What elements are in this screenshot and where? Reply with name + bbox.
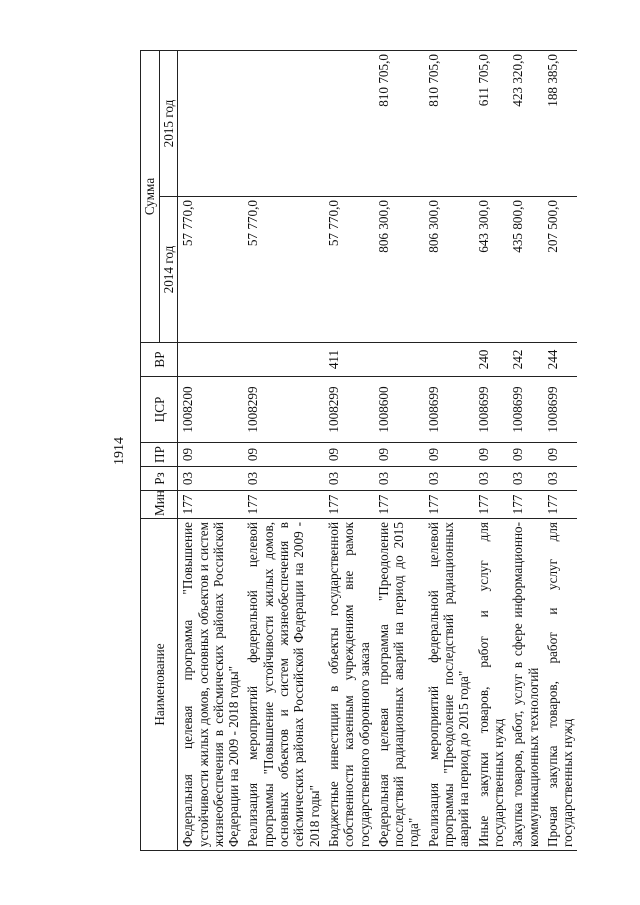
- row-2015: 188 385,0: [543, 51, 578, 197]
- table-row: [543, 51, 578, 851]
- row-name: Бюджетные инвестиции в объекты государственной собственности казенным учреждениям вне рамок государственного оборонного заказа: [324, 519, 374, 851]
- row-name: Иные закупки товаров, работ и услуг для государственных нужд: [474, 519, 509, 851]
- row-rz: 03: [543, 467, 578, 491]
- row-pr: 09: [543, 443, 578, 467]
- row-csr: 1008200: [178, 377, 244, 443]
- row-vr: 242: [508, 343, 543, 377]
- row-2014: 806 300,0: [424, 197, 474, 343]
- row-min: 177: [508, 491, 543, 519]
- row-name: Реализация мероприятий федеральной целевой программы "Преодоление последствий радиационных аварий на период до 2015 года": [424, 519, 474, 851]
- row-pr: 09: [424, 443, 474, 467]
- row-2015: 611 705,0: [474, 51, 509, 197]
- row-2014: 207 500,0: [543, 197, 578, 343]
- row-min: 177: [324, 491, 374, 519]
- table-row: [424, 51, 474, 851]
- row-pr: 09: [508, 443, 543, 467]
- row-2015: 810 705,0: [424, 51, 474, 197]
- row-2014: 57 770,0: [178, 197, 244, 343]
- row-pr: 09: [178, 443, 244, 467]
- row-rz: 03: [243, 467, 323, 491]
- table-row: [324, 51, 374, 851]
- row-csr: 1008699: [474, 377, 509, 443]
- row-vr: 411: [324, 343, 374, 377]
- row-csr: 1008699: [424, 377, 474, 443]
- header-2015: 2015 год: [160, 51, 178, 197]
- row-csr: 1008299: [243, 377, 323, 443]
- row-csr: 1008699: [508, 377, 543, 443]
- header-vr: ВР: [141, 343, 178, 377]
- row-min: 177: [543, 491, 578, 519]
- row-csr: 1008299: [324, 377, 374, 443]
- row-name: Реализация мероприятий федеральной целевой программы "Повышение устойчивости жилых домов, основных объектов и систем жизнеобеспечения в сейсмических районах Российской Федерации на 2009 - 2018 годы": [243, 519, 323, 851]
- row-2015: [178, 51, 244, 197]
- row-pr: 09: [324, 443, 374, 467]
- row-pr: 09: [374, 443, 424, 467]
- row-2014: 435 800,0: [508, 197, 543, 343]
- table-row: [374, 51, 424, 851]
- row-2015: [324, 51, 374, 197]
- rotated-page: [106, 51, 576, 851]
- row-vr: 240: [474, 343, 509, 377]
- row-min: 177: [474, 491, 509, 519]
- header-2014: 2014 год: [160, 197, 178, 343]
- row-rz: 03: [508, 467, 543, 491]
- row-pr: 09: [243, 443, 323, 467]
- row-rz: 03: [178, 467, 244, 491]
- row-csr: 1008600: [374, 377, 424, 443]
- row-vr: [178, 343, 244, 377]
- row-name: Прочая закупка товаров, работ и услуг для государственных нужд: [543, 519, 578, 851]
- row-name: Федеральная целевая программа "Повышение устойчивости жилых домов, основных объектов и систем жизнеобеспечения в сейсмических районах Российской Федерации на 2009 - 2018 годы": [178, 519, 244, 851]
- row-rz: 03: [474, 467, 509, 491]
- row-2014: 57 770,0: [324, 197, 374, 343]
- table-row: [474, 51, 509, 851]
- row-2014: 643 300,0: [474, 197, 509, 343]
- row-2015: 810 705,0: [374, 51, 424, 197]
- table-row: [508, 51, 543, 851]
- row-name: Федеральная целевая программа "Преодоление последствий радиационных аварий на период до 2015 года": [374, 519, 424, 851]
- row-2014: 806 300,0: [374, 197, 424, 343]
- row-name: Закупка товаров, работ, услуг в сфере информационно-коммуникационных технологий: [508, 519, 543, 851]
- row-csr: 1008699: [543, 377, 578, 443]
- header-sum: Сумма: [141, 51, 160, 343]
- row-vr: [374, 343, 424, 377]
- row-min: 177: [243, 491, 323, 519]
- row-rz: 03: [324, 467, 374, 491]
- header-min: Мин: [141, 491, 178, 519]
- header-pr: ПР: [141, 443, 178, 467]
- header-name: Наименование: [141, 519, 178, 851]
- row-2015: 423 320,0: [508, 51, 543, 197]
- row-2015: [243, 51, 323, 197]
- budget-table: [140, 50, 577, 851]
- row-vr: [243, 343, 323, 377]
- row-vr: 244: [543, 343, 578, 377]
- table-body: [178, 51, 578, 851]
- row-2014: 57 770,0: [243, 197, 323, 343]
- table-row: [178, 51, 244, 851]
- row-rz: 03: [424, 467, 474, 491]
- row-min: 177: [178, 491, 244, 519]
- header-csr: ЦСР: [141, 377, 178, 443]
- row-min: 177: [374, 491, 424, 519]
- row-rz: 03: [374, 467, 424, 491]
- row-pr: 09: [474, 443, 509, 467]
- row-vr: [424, 343, 474, 377]
- table-row: [243, 51, 323, 851]
- header-rz: Рз: [141, 467, 178, 491]
- page-number: 1914: [112, 437, 127, 465]
- row-min: 177: [424, 491, 474, 519]
